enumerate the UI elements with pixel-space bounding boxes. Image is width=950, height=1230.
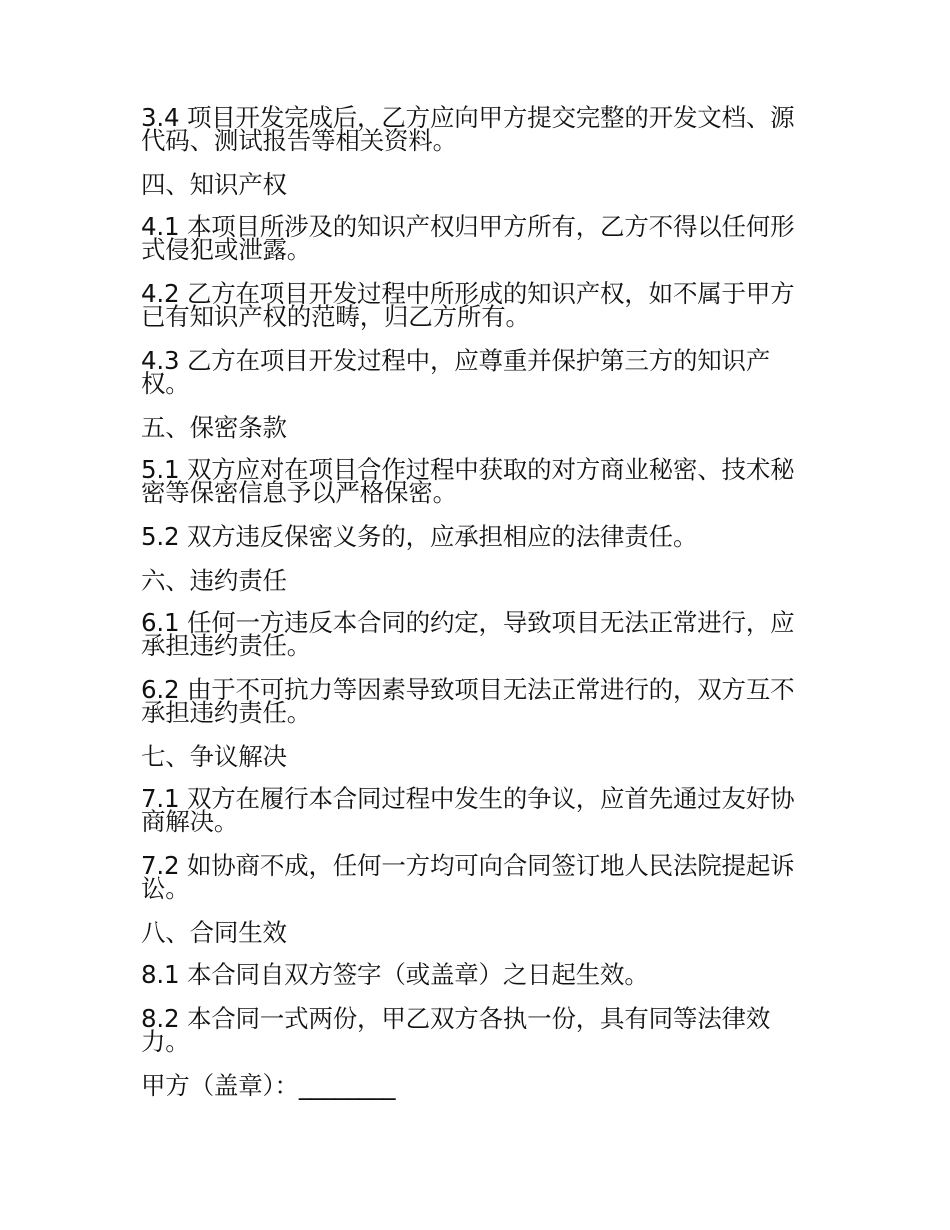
clause-8-1: 8.1 本合同自双方签字（或盖章）之日起生效。 xyxy=(141,960,649,989)
clause-4-3: 4.3 乙方在项目开发过程中，应尊重并保护第三方的知识产权。 xyxy=(141,346,771,398)
clause-6-1: 6.1 任何一方违反本合同的约定，导致项目无法正常进行，应承担违约责任。 xyxy=(141,608,795,660)
clause-6-2: 6.2 由于不可抗力等因素导致项目无法正常进行的，双方互不承担违约责任。 xyxy=(141,675,795,727)
clause-7-1: 7.1 双方在履行本合同过程中发生的争议，应首先通过友好协商解决。 xyxy=(141,784,795,836)
document-page xyxy=(141,103,809,1100)
clause-8-2: 8.2 本合同一式两份，甲乙双方各执一份，具有同等法律效力。 xyxy=(141,1004,771,1056)
party-a-signature-line: 甲方（盖章）：________ xyxy=(141,1071,396,1100)
clause-5-1: 5.1 双方应对在项目合作过程中获取的对方商业秘密、技术秘密等保密信息予以严格保密。 xyxy=(141,455,795,507)
section-heading-4: 四、知识产权 xyxy=(141,170,287,199)
section-heading-5: 五、保密条款 xyxy=(141,413,287,442)
section-heading-7: 七、争议解决 xyxy=(141,742,287,771)
clause-4-2: 4.2 乙方在项目开发过程中所形成的知识产权，如不属于甲方已有知识产权的范畴，归乙方所有。 xyxy=(141,279,795,331)
clause-4-1: 4.1 本项目所涉及的知识产权归甲方所有，乙方不得以任何形式侵犯或泄露。 xyxy=(141,212,795,264)
clause-3-4: 3.4 项目开发完成后，乙方应向甲方提交完整的开发文档、源代码、测试报告等相关资料。 xyxy=(141,103,795,155)
clause-5-2: 5.2 双方违反保密义务的，应承担相应的法律责任。 xyxy=(141,522,698,551)
section-heading-8: 八、合同生效 xyxy=(141,918,287,947)
section-heading-6: 六、违约责任 xyxy=(141,566,287,595)
clause-7-2: 7.2 如协商不成，任何一方均可向合同签订地人民法院提起诉讼。 xyxy=(141,851,795,903)
